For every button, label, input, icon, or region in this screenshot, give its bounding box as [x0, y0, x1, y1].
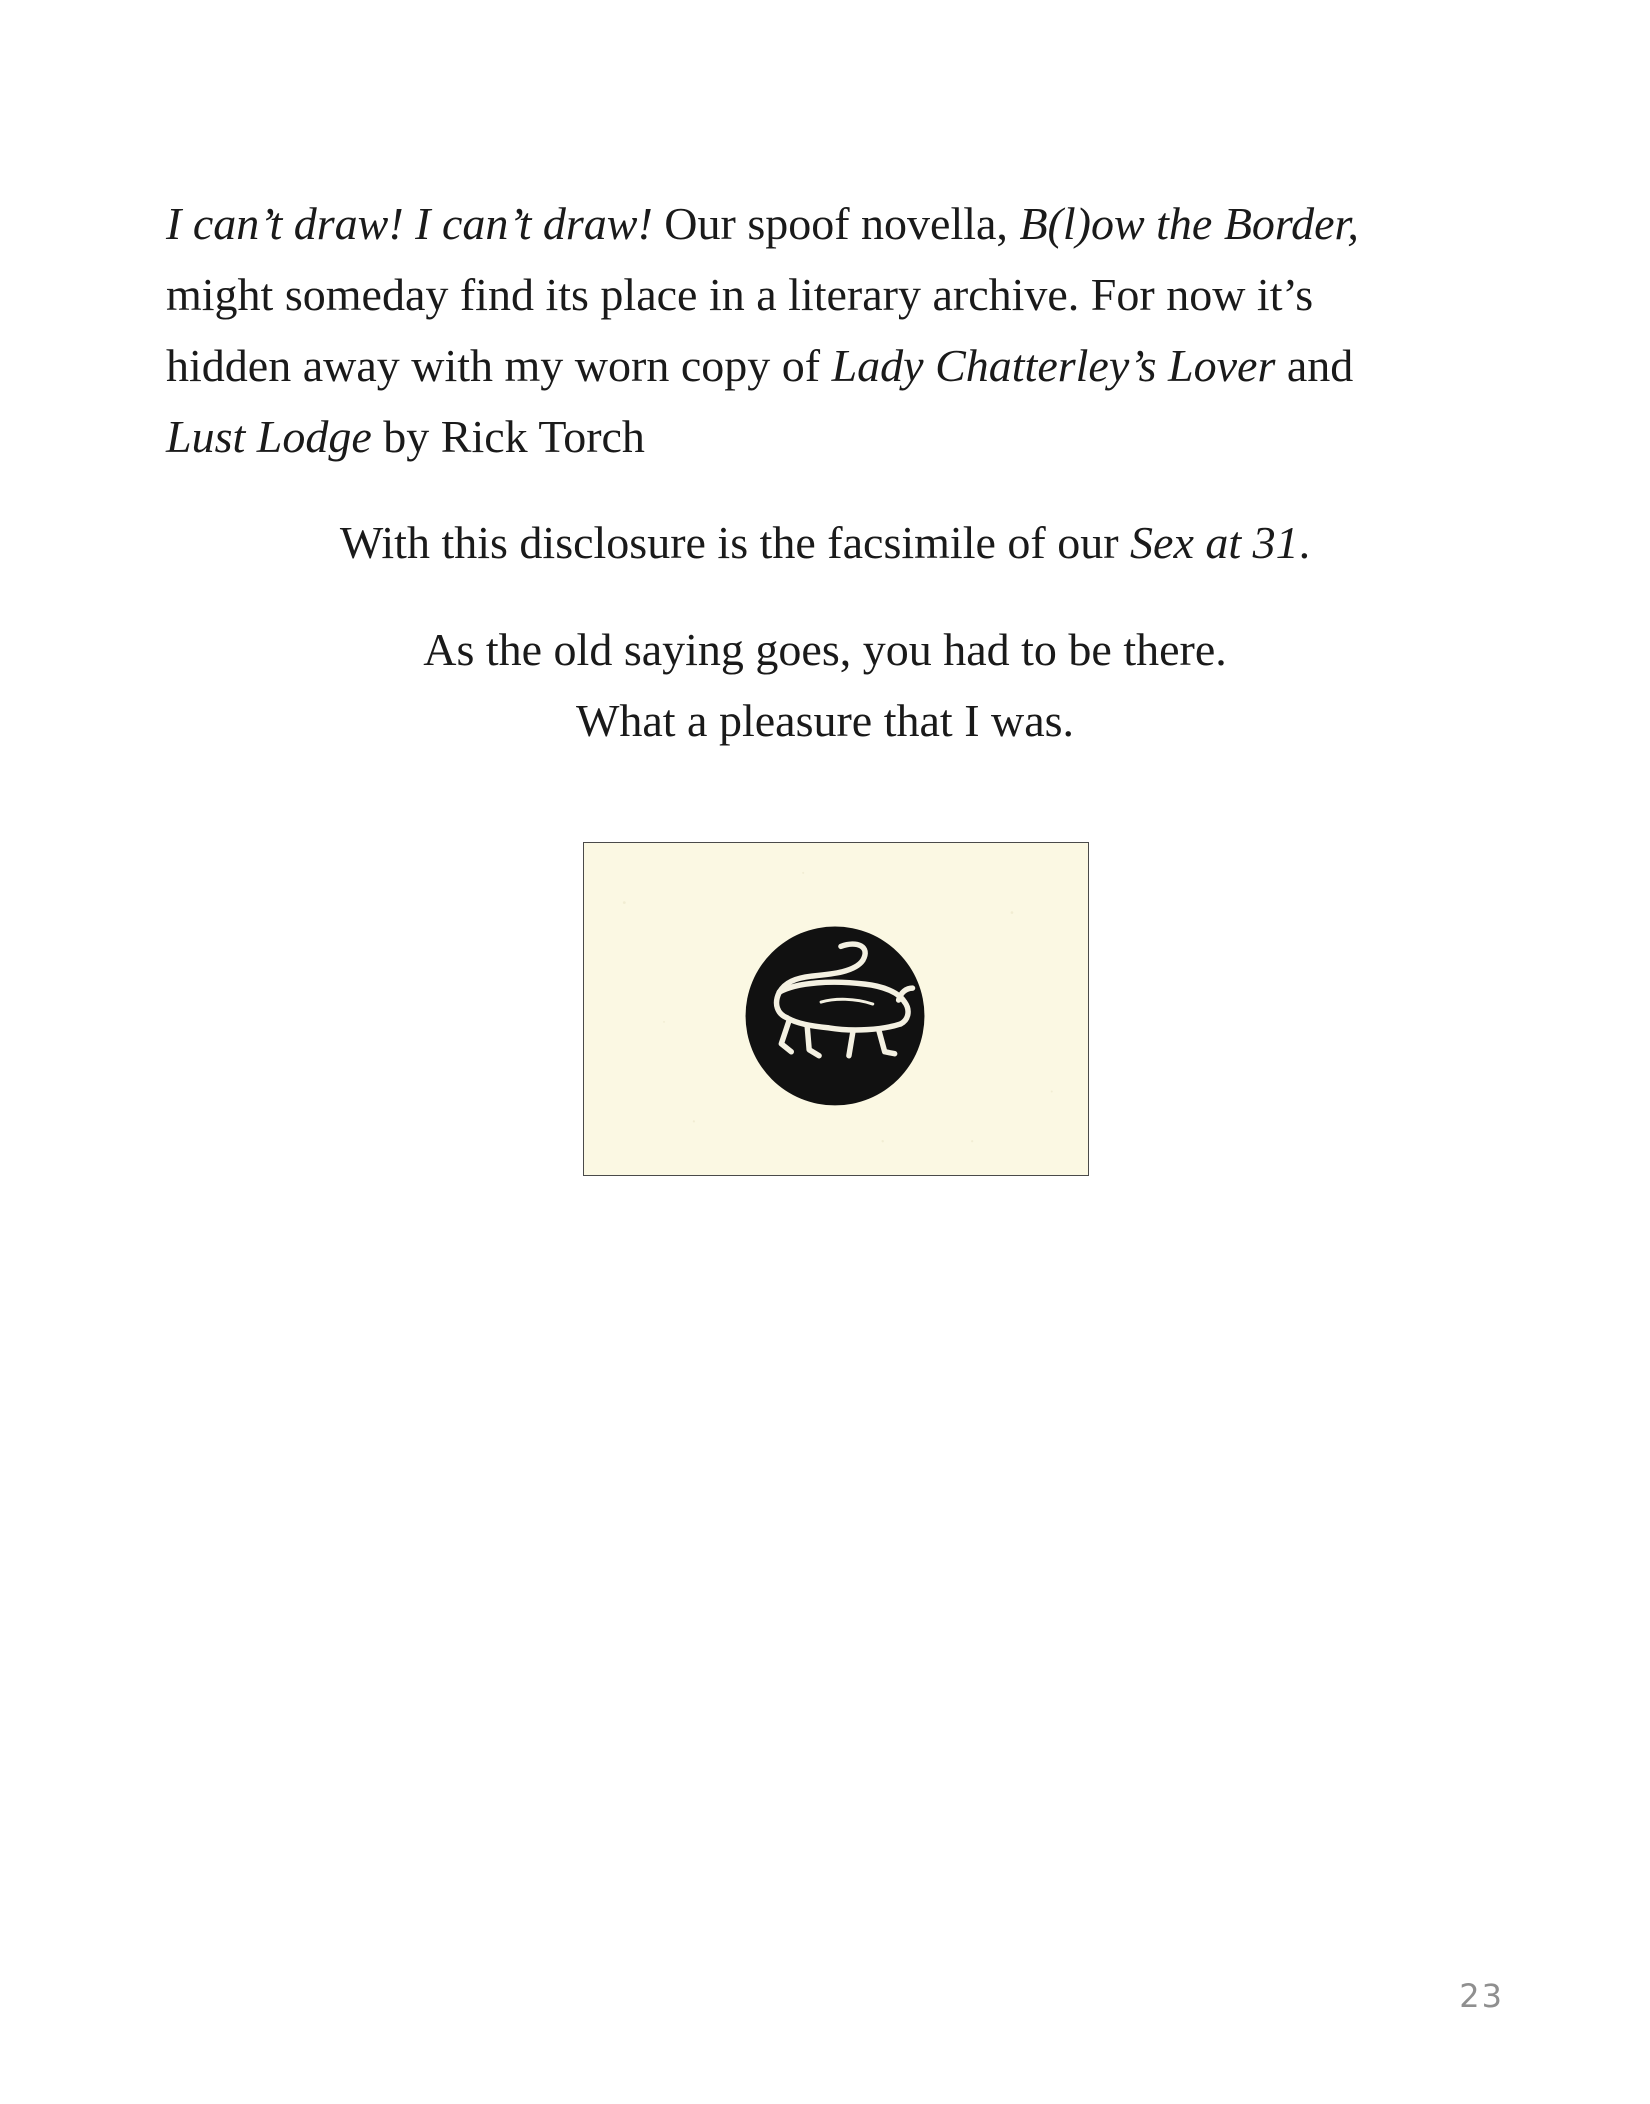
- book-title: Lust Lodge: [166, 411, 372, 462]
- bull-stamp-illustration: [584, 843, 1088, 1175]
- disclosure-line: [0, 507, 1650, 578]
- book-title: Lady Chatterley’s Lover: [831, 340, 1276, 391]
- work-title: Sex at 31: [1130, 517, 1299, 568]
- paragraph-line-4: [166, 401, 1496, 472]
- facsimile-image: [583, 842, 1089, 1176]
- text-run: Our spoof novella,: [652, 198, 1020, 249]
- page-number: 23: [1459, 1977, 1504, 2015]
- paragraph-line-1: [166, 188, 1496, 259]
- paragraph-line-2: might someday find its place in a literary archive. For now it’s: [166, 269, 1314, 320]
- text-run: With this disclosure is the facsimile of our: [339, 517, 1131, 568]
- closing-line-2: What a pleasure that I was.: [575, 695, 1075, 746]
- body-paragraph: [166, 188, 1496, 472]
- text-run: by Rick Torch: [371, 411, 645, 462]
- italic-phrase: I can’t draw! I can’t draw!: [166, 198, 653, 249]
- closing-line-1: As the old saying goes, you had to be there.: [423, 624, 1227, 675]
- paragraph-line-3: [166, 330, 1496, 401]
- text-run: .: [1298, 517, 1311, 568]
- novella-title: B(l)ow the Border,: [1019, 198, 1359, 249]
- text-run: and: [1275, 340, 1354, 391]
- stamp-circle: [746, 926, 925, 1105]
- text-run: hidden away with my worn copy of: [166, 340, 832, 391]
